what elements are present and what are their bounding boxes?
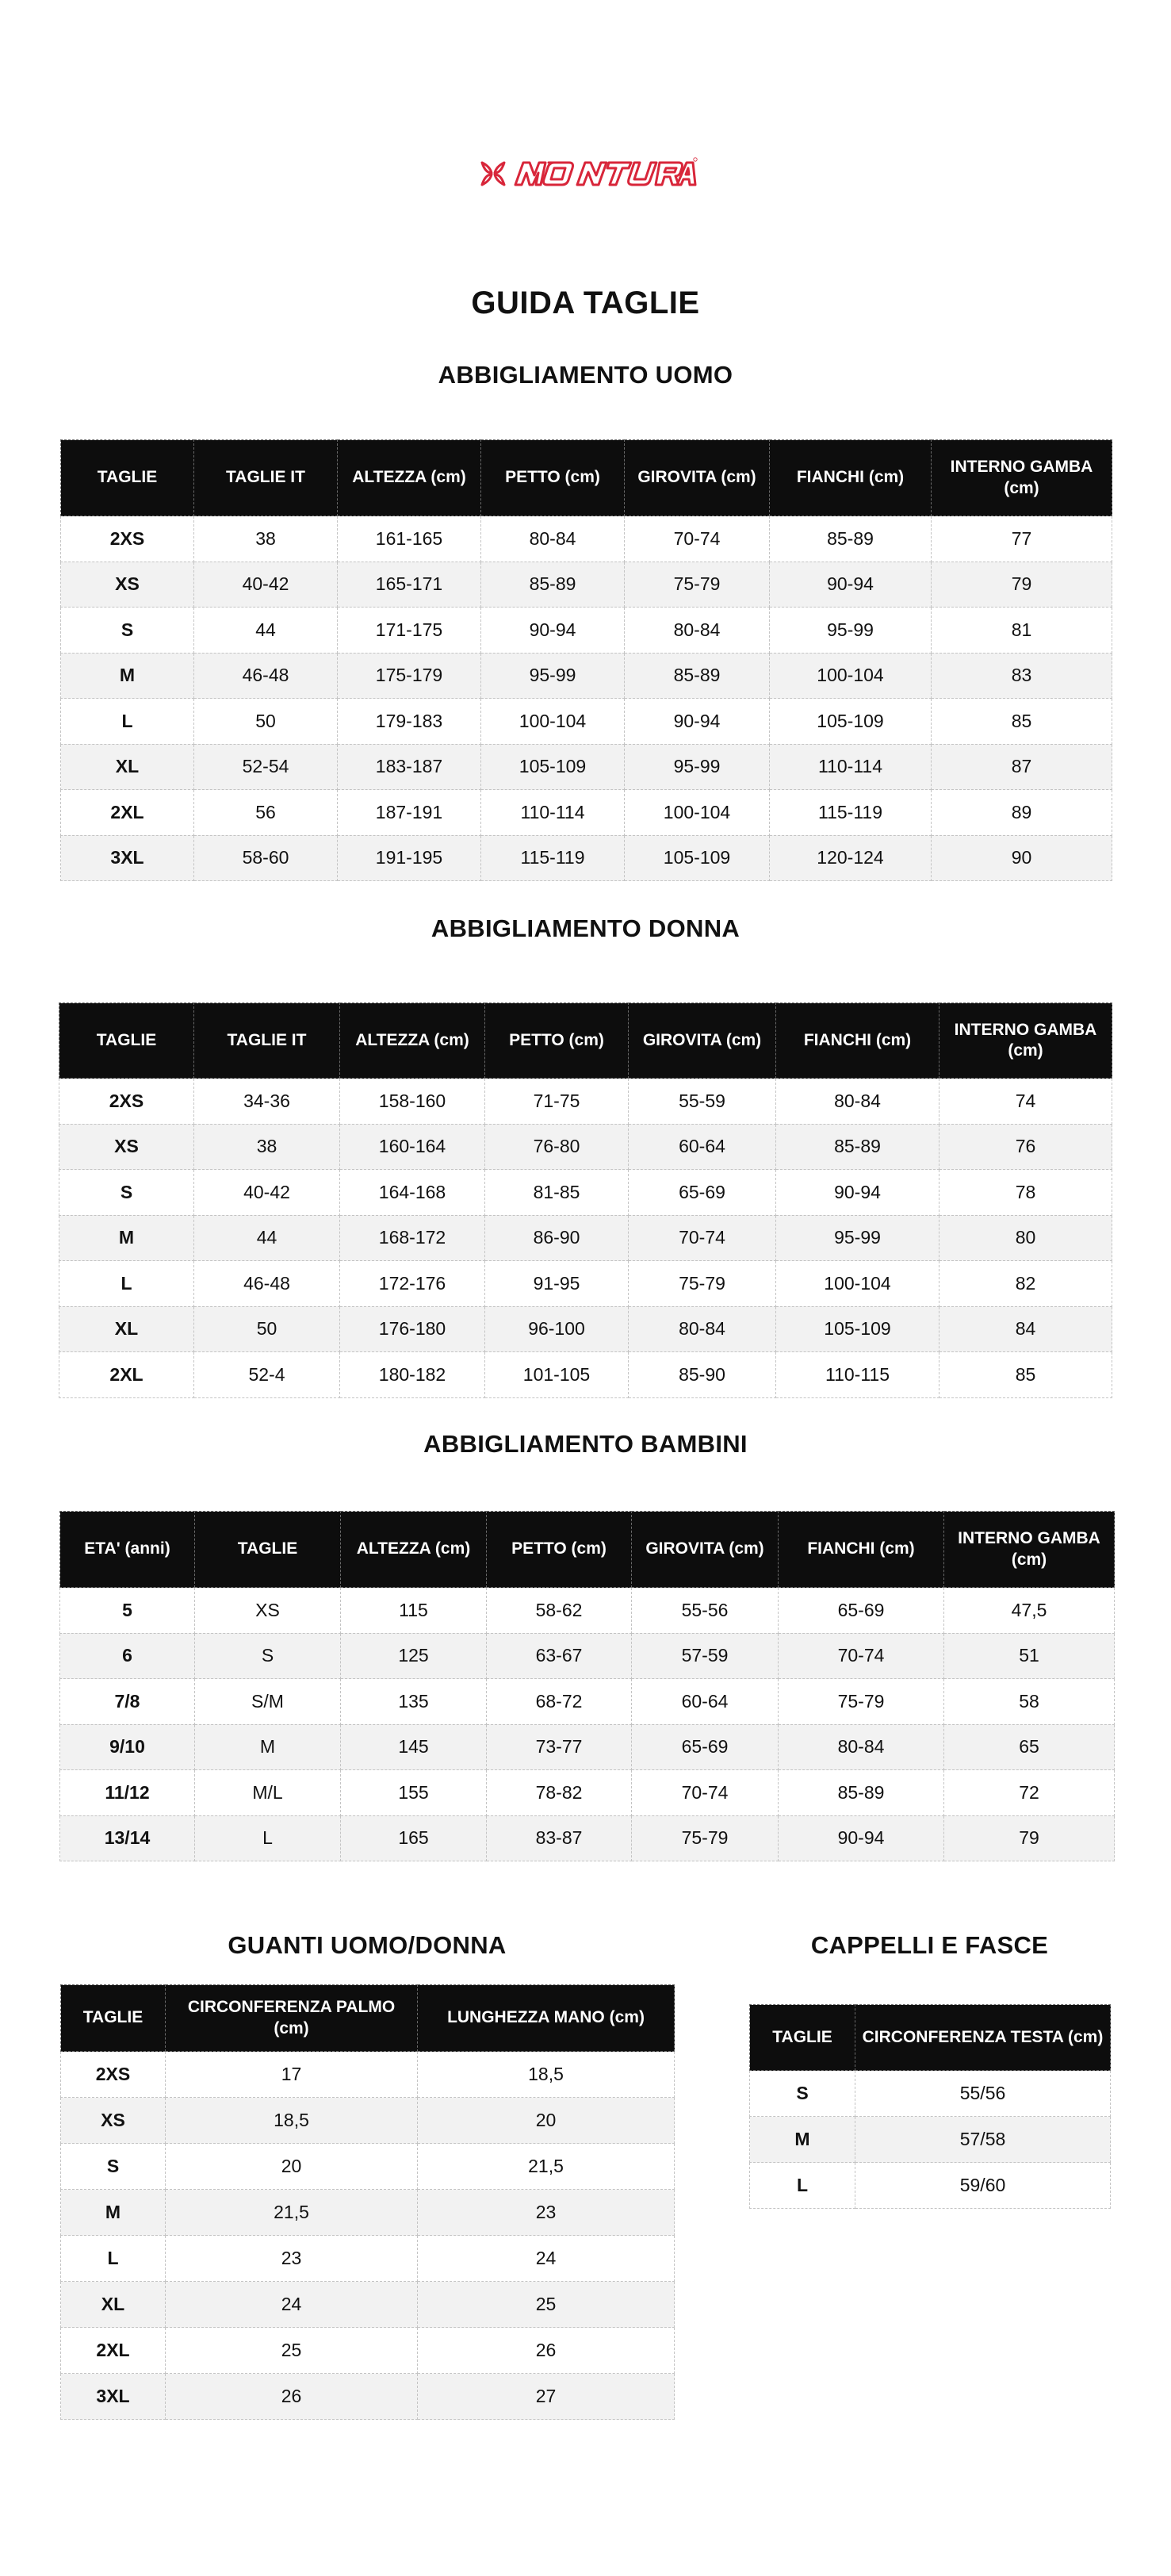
measurement-cell: 75-79 bbox=[629, 1261, 776, 1307]
size-label-cell: M bbox=[59, 1215, 194, 1261]
measurement-cell: 91-95 bbox=[485, 1261, 629, 1307]
header-cell: CIRCONFERENZA PALMO (cm) bbox=[166, 1985, 418, 2052]
size-label-cell: 2XS bbox=[61, 2052, 166, 2098]
measurement-cell: 105-109 bbox=[625, 835, 770, 881]
measurement-cell: 75-79 bbox=[625, 562, 770, 608]
measurement-cell: 95-99 bbox=[481, 653, 625, 699]
measurement-cell: 110-115 bbox=[776, 1352, 939, 1398]
header-cell: CIRCONFERENZA TESTA (cm) bbox=[855, 2005, 1111, 2071]
header-cell: TAGLIE bbox=[59, 1003, 194, 1079]
measurement-cell: 26 bbox=[418, 2328, 675, 2374]
measurement-cell: 100-104 bbox=[770, 653, 932, 699]
header-cell: GIROVITA (cm) bbox=[632, 1512, 779, 1588]
table-row bbox=[61, 790, 1112, 836]
measurement-cell: 80-84 bbox=[629, 1306, 776, 1352]
measurement-cell: 52-4 bbox=[194, 1352, 340, 1398]
section-title-gloves: GUANTI UOMO/DONNA bbox=[228, 1931, 507, 1959]
measurement-cell: 57-59 bbox=[632, 1633, 779, 1679]
measurement-cell: 80-84 bbox=[481, 516, 625, 562]
measurement-cell: S bbox=[195, 1633, 341, 1679]
header-cell: FIANCHI (cm) bbox=[776, 1003, 939, 1079]
measurement-cell: 25 bbox=[418, 2282, 675, 2328]
measurement-cell: 24 bbox=[418, 2236, 675, 2282]
measurement-cell: 90-94 bbox=[481, 608, 625, 654]
size-label-cell: 9/10 bbox=[60, 1724, 195, 1770]
table-row bbox=[60, 1724, 1115, 1770]
table-row bbox=[61, 653, 1112, 699]
measurement-cell: 100-104 bbox=[776, 1261, 939, 1307]
size-label-cell: S bbox=[61, 2144, 166, 2190]
header-cell: PETTO (cm) bbox=[485, 1003, 629, 1079]
size-label-cell: 6 bbox=[60, 1633, 195, 1679]
measurement-cell: 191-195 bbox=[338, 835, 481, 881]
montura-logo bbox=[476, 155, 698, 192]
table-row bbox=[61, 2098, 675, 2144]
table-row bbox=[59, 1124, 1112, 1170]
table-row bbox=[750, 2163, 1111, 2209]
size-label-cell: S bbox=[59, 1170, 194, 1216]
measurement-cell: 34-36 bbox=[194, 1079, 340, 1125]
size-label-cell: XL bbox=[59, 1306, 194, 1352]
size-label-cell: 3XL bbox=[61, 2374, 166, 2420]
measurement-cell: 83-87 bbox=[487, 1815, 632, 1861]
size-label-cell: 11/12 bbox=[60, 1770, 195, 1816]
header-cell: INTERNO GAMBA (cm) bbox=[939, 1003, 1112, 1079]
measurement-cell: 46-48 bbox=[194, 653, 338, 699]
measurement-cell: M/L bbox=[195, 1770, 341, 1816]
size-label-cell: XS bbox=[61, 2098, 166, 2144]
measurement-cell: 17 bbox=[166, 2052, 418, 2098]
measurement-cell: 164-168 bbox=[340, 1170, 485, 1216]
measurement-cell: 59/60 bbox=[855, 2163, 1111, 2209]
table-row bbox=[61, 835, 1112, 881]
section-title-women: ABBIGLIAMENTO DONNA bbox=[431, 914, 740, 942]
header-cell: TAGLIE bbox=[61, 1985, 166, 2052]
table-row bbox=[61, 2052, 675, 2098]
measurement-cell: 70-74 bbox=[629, 1215, 776, 1261]
measurement-cell: 20 bbox=[166, 2144, 418, 2190]
measurement-cell: 40-42 bbox=[194, 1170, 340, 1216]
measurement-cell: 179-183 bbox=[338, 699, 481, 745]
measurement-cell: 86-90 bbox=[485, 1215, 629, 1261]
gloves-size-table bbox=[60, 1984, 675, 2420]
measurement-cell: 76-80 bbox=[485, 1124, 629, 1170]
measurement-cell: 40-42 bbox=[194, 562, 338, 608]
measurement-cell: 78 bbox=[939, 1170, 1112, 1216]
size-label-cell: 5 bbox=[60, 1588, 195, 1634]
table-header-row bbox=[60, 1512, 1115, 1588]
measurement-cell: 72 bbox=[944, 1770, 1115, 1816]
header-cell: TAGLIE bbox=[750, 2005, 855, 2071]
measurement-cell: 83 bbox=[932, 653, 1112, 699]
header-cell: ALTEZZA (cm) bbox=[340, 1003, 485, 1079]
measurement-cell: 79 bbox=[932, 562, 1112, 608]
size-label-cell: 13/14 bbox=[60, 1815, 195, 1861]
measurement-cell: 95-99 bbox=[625, 744, 770, 790]
measurement-cell: 38 bbox=[194, 1124, 340, 1170]
measurement-cell: M bbox=[195, 1724, 341, 1770]
header-cell: TAGLIE IT bbox=[194, 440, 338, 516]
measurement-cell: 115-119 bbox=[481, 835, 625, 881]
size-label-cell: L bbox=[61, 699, 194, 745]
measurement-cell: 155 bbox=[341, 1770, 487, 1816]
table-row bbox=[61, 2328, 675, 2374]
size-label-cell: L bbox=[61, 2236, 166, 2282]
measurement-cell: 172-176 bbox=[340, 1261, 485, 1307]
measurement-cell: 187-191 bbox=[338, 790, 481, 836]
measurement-cell: 100-104 bbox=[481, 699, 625, 745]
measurement-cell: 175-179 bbox=[338, 653, 481, 699]
table-row bbox=[59, 1215, 1112, 1261]
header-cell: ALTEZZA (cm) bbox=[338, 440, 481, 516]
table-row bbox=[59, 1352, 1112, 1398]
measurement-cell: 110-114 bbox=[481, 790, 625, 836]
measurement-cell: 85-89 bbox=[481, 562, 625, 608]
measurement-cell: 115-119 bbox=[770, 790, 932, 836]
measurement-cell: 80 bbox=[939, 1215, 1112, 1261]
measurement-cell: 38 bbox=[194, 516, 338, 562]
measurement-cell: 161-165 bbox=[338, 516, 481, 562]
size-label-cell: 2XS bbox=[61, 516, 194, 562]
measurement-cell: 81-85 bbox=[485, 1170, 629, 1216]
table-row bbox=[60, 1679, 1115, 1725]
measurement-cell: 80-84 bbox=[776, 1079, 939, 1125]
size-label-cell: M bbox=[61, 653, 194, 699]
measurement-cell: 68-72 bbox=[487, 1679, 632, 1725]
section-title-kids: ABBIGLIAMENTO BAMBINI bbox=[423, 1430, 748, 1458]
measurement-cell: 55-56 bbox=[632, 1588, 779, 1634]
measurement-cell: 18,5 bbox=[418, 2052, 675, 2098]
measurement-cell: 56 bbox=[194, 790, 338, 836]
measurement-cell: 46-48 bbox=[194, 1261, 340, 1307]
montura-logo-mark bbox=[476, 155, 698, 192]
table-row bbox=[61, 562, 1112, 608]
women-size-table bbox=[59, 1002, 1112, 1398]
measurement-cell: 65-69 bbox=[779, 1588, 944, 1634]
header-cell: FIANCHI (cm) bbox=[770, 440, 932, 516]
measurement-cell: L bbox=[195, 1815, 341, 1861]
measurement-cell: 110-114 bbox=[770, 744, 932, 790]
measurement-cell: 25 bbox=[166, 2328, 418, 2374]
measurement-cell: 95-99 bbox=[776, 1215, 939, 1261]
size-label-cell: M bbox=[750, 2117, 855, 2163]
measurement-cell: 171-175 bbox=[338, 608, 481, 654]
measurement-cell: 135 bbox=[341, 1679, 487, 1725]
table-header-row bbox=[59, 1003, 1112, 1079]
measurement-cell: 165 bbox=[341, 1815, 487, 1861]
measurement-cell: 80-84 bbox=[625, 608, 770, 654]
measurement-cell: 90-94 bbox=[625, 699, 770, 745]
header-cell: GIROVITA (cm) bbox=[625, 440, 770, 516]
section-title-hats: CAPPELLI E FASCE bbox=[810, 1931, 1049, 1959]
measurement-cell: 158-160 bbox=[340, 1079, 485, 1125]
measurement-cell: 70-74 bbox=[779, 1633, 944, 1679]
measurement-cell: 55-59 bbox=[629, 1079, 776, 1125]
kids-size-table bbox=[59, 1511, 1115, 1861]
size-label-cell: 2XL bbox=[61, 790, 194, 836]
measurement-cell: 27 bbox=[418, 2374, 675, 2420]
measurement-cell: 60-64 bbox=[632, 1679, 779, 1725]
size-label-cell: S bbox=[61, 608, 194, 654]
size-label-cell: L bbox=[750, 2163, 855, 2209]
table-row bbox=[61, 2236, 675, 2282]
measurement-cell: 50 bbox=[194, 1306, 340, 1352]
table-row bbox=[60, 1633, 1115, 1679]
measurement-cell: 57/58 bbox=[855, 2117, 1111, 2163]
header-cell: PETTO (cm) bbox=[487, 1512, 632, 1588]
header-cell: LUNGHEZZA MANO (cm) bbox=[418, 1985, 675, 2052]
measurement-cell: 90-94 bbox=[779, 1815, 944, 1861]
size-label-cell: XS bbox=[61, 562, 194, 608]
size-label-cell: XL bbox=[61, 744, 194, 790]
measurement-cell: 90 bbox=[932, 835, 1112, 881]
measurement-cell: S/M bbox=[195, 1679, 341, 1725]
measurement-cell: 23 bbox=[166, 2236, 418, 2282]
header-cell: FIANCHI (cm) bbox=[779, 1512, 944, 1588]
measurement-cell: 18,5 bbox=[166, 2098, 418, 2144]
measurement-cell: 115 bbox=[341, 1588, 487, 1634]
table-row bbox=[59, 1079, 1112, 1125]
section-title-men: ABBIGLIAMENTO UOMO bbox=[438, 361, 733, 389]
table-row bbox=[750, 2117, 1111, 2163]
measurement-cell: 44 bbox=[194, 608, 338, 654]
size-label-cell: XL bbox=[61, 2282, 166, 2328]
table-row bbox=[61, 2144, 675, 2190]
measurement-cell: 51 bbox=[944, 1633, 1115, 1679]
measurement-cell: 70-74 bbox=[632, 1770, 779, 1816]
header-cell: ETA' (anni) bbox=[60, 1512, 195, 1588]
measurement-cell: 21,5 bbox=[166, 2190, 418, 2236]
header-cell: TAGLIE bbox=[195, 1512, 341, 1588]
measurement-cell: 96-100 bbox=[485, 1306, 629, 1352]
table-row bbox=[59, 1170, 1112, 1216]
measurement-cell: 165-171 bbox=[338, 562, 481, 608]
size-label-cell: S bbox=[750, 2071, 855, 2117]
table-row bbox=[61, 699, 1112, 745]
measurement-cell: 71-75 bbox=[485, 1079, 629, 1125]
measurement-cell: 90-94 bbox=[776, 1170, 939, 1216]
measurement-cell: 55/56 bbox=[855, 2071, 1111, 2117]
measurement-cell: 120-124 bbox=[770, 835, 932, 881]
measurement-cell: 101-105 bbox=[485, 1352, 629, 1398]
size-label-cell: 7/8 bbox=[60, 1679, 195, 1725]
table-header-row bbox=[61, 440, 1112, 516]
measurement-cell: 85-89 bbox=[770, 516, 932, 562]
measurement-cell: 81 bbox=[932, 608, 1112, 654]
measurement-cell: 65-69 bbox=[629, 1170, 776, 1216]
measurement-cell: 90-94 bbox=[770, 562, 932, 608]
measurement-cell: 85-90 bbox=[629, 1352, 776, 1398]
size-label-cell: 3XL bbox=[61, 835, 194, 881]
measurement-cell: 70-74 bbox=[625, 516, 770, 562]
measurement-cell: 58-62 bbox=[487, 1588, 632, 1634]
table-row bbox=[750, 2071, 1111, 2117]
size-label-cell: M bbox=[61, 2190, 166, 2236]
measurement-cell: 65-69 bbox=[632, 1724, 779, 1770]
measurement-cell: 50 bbox=[194, 699, 338, 745]
measurement-cell: 85-89 bbox=[776, 1124, 939, 1170]
measurement-cell: 85 bbox=[932, 699, 1112, 745]
measurement-cell: XS bbox=[195, 1588, 341, 1634]
measurement-cell: 105-109 bbox=[776, 1306, 939, 1352]
measurement-cell: 85 bbox=[939, 1352, 1112, 1398]
size-label-cell: XS bbox=[59, 1124, 194, 1170]
table-row bbox=[61, 744, 1112, 790]
table-header-row bbox=[61, 1985, 675, 2052]
measurement-cell: 60-64 bbox=[629, 1124, 776, 1170]
table-row bbox=[59, 1261, 1112, 1307]
size-label-cell: 2XL bbox=[59, 1352, 194, 1398]
measurement-cell: 105-109 bbox=[481, 744, 625, 790]
measurement-cell: 44 bbox=[194, 1215, 340, 1261]
measurement-cell: 78-82 bbox=[487, 1770, 632, 1816]
measurement-cell: 58-60 bbox=[194, 835, 338, 881]
measurement-cell: 87 bbox=[932, 744, 1112, 790]
table-row bbox=[61, 2374, 675, 2420]
measurement-cell: 85-89 bbox=[779, 1770, 944, 1816]
measurement-cell: 180-182 bbox=[340, 1352, 485, 1398]
measurement-cell: 65 bbox=[944, 1724, 1115, 1770]
table-row bbox=[60, 1588, 1115, 1634]
measurement-cell: 76 bbox=[939, 1124, 1112, 1170]
measurement-cell: 75-79 bbox=[779, 1679, 944, 1725]
measurement-cell: 168-172 bbox=[340, 1215, 485, 1261]
measurement-cell: 26 bbox=[166, 2374, 418, 2420]
header-cell: INTERNO GAMBA (cm) bbox=[944, 1512, 1115, 1588]
measurement-cell: 77 bbox=[932, 516, 1112, 562]
header-cell: TAGLIE bbox=[61, 440, 194, 516]
table-row bbox=[61, 608, 1112, 654]
header-cell: PETTO (cm) bbox=[481, 440, 625, 516]
measurement-cell: 80-84 bbox=[779, 1724, 944, 1770]
measurement-cell: 73-77 bbox=[487, 1724, 632, 1770]
measurement-cell: 84 bbox=[939, 1306, 1112, 1352]
header-cell: GIROVITA (cm) bbox=[629, 1003, 776, 1079]
table-row bbox=[59, 1306, 1112, 1352]
measurement-cell: 21,5 bbox=[418, 2144, 675, 2190]
measurement-cell: 24 bbox=[166, 2282, 418, 2328]
measurement-cell: 79 bbox=[944, 1815, 1115, 1861]
measurement-cell: 52-54 bbox=[194, 744, 338, 790]
page-title: GUIDA TAGLIE bbox=[471, 286, 700, 320]
header-cell: INTERNO GAMBA (cm) bbox=[932, 440, 1112, 516]
measurement-cell: 74 bbox=[939, 1079, 1112, 1125]
table-row bbox=[61, 516, 1112, 562]
table-header-row bbox=[750, 2005, 1111, 2071]
measurement-cell: 105-109 bbox=[770, 699, 932, 745]
measurement-cell: 100-104 bbox=[625, 790, 770, 836]
measurement-cell: 63-67 bbox=[487, 1633, 632, 1679]
measurement-cell: 125 bbox=[341, 1633, 487, 1679]
table-row bbox=[60, 1770, 1115, 1816]
measurement-cell: 75-79 bbox=[632, 1815, 779, 1861]
table-row bbox=[60, 1815, 1115, 1861]
measurement-cell: 85-89 bbox=[625, 653, 770, 699]
hats-size-table bbox=[749, 2004, 1111, 2209]
measurement-cell: 82 bbox=[939, 1261, 1112, 1307]
size-label-cell: 2XS bbox=[59, 1079, 194, 1125]
table-row bbox=[61, 2282, 675, 2328]
measurement-cell: 183-187 bbox=[338, 744, 481, 790]
measurement-cell: 20 bbox=[418, 2098, 675, 2144]
men-size-table bbox=[60, 439, 1112, 881]
measurement-cell: 89 bbox=[932, 790, 1112, 836]
header-cell: TAGLIE IT bbox=[194, 1003, 340, 1079]
header-cell: ALTEZZA (cm) bbox=[341, 1512, 487, 1588]
measurement-cell: 160-164 bbox=[340, 1124, 485, 1170]
measurement-cell: 47,5 bbox=[944, 1588, 1115, 1634]
size-label-cell: L bbox=[59, 1261, 194, 1307]
measurement-cell: 58 bbox=[944, 1679, 1115, 1725]
measurement-cell: 23 bbox=[418, 2190, 675, 2236]
measurement-cell: 145 bbox=[341, 1724, 487, 1770]
table-row bbox=[61, 2190, 675, 2236]
measurement-cell: 95-99 bbox=[770, 608, 932, 654]
measurement-cell: 176-180 bbox=[340, 1306, 485, 1352]
size-label-cell: 2XL bbox=[61, 2328, 166, 2374]
